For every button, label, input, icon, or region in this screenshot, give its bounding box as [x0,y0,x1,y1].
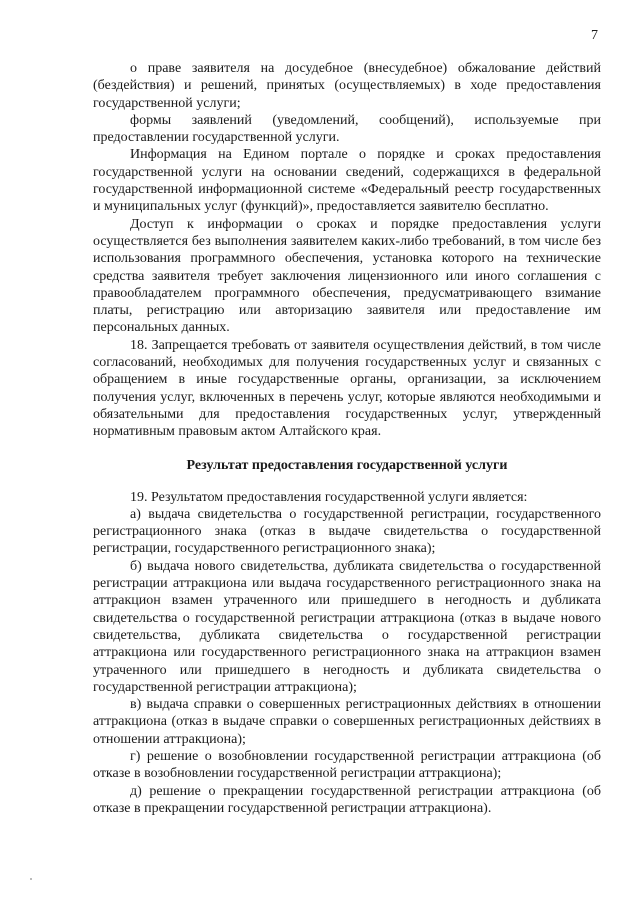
page-number: 7 [591,28,598,43]
paragraph: Информация на Едином портале о порядке и сроках предоставления государственной услуги на основании сведений, содержащихся в федеральной государственной информационной системе «Федеральный реестр государственных и муниципальных услуг (функций)», предоставляется заявителю бесплатно. [93,147,601,215]
paragraph: 18. Запрещается требовать от заявителя осуществления действий, в том числе согласований, необходимых для получения государственных услуг и связанных с обращением в иные государственные органы, организации, за исключением получения услуг, включенных в перечень услуг, которые являются необходимыми и обязательными для предоставления государственных услуг, утвержденный нормативным правовым актом Алтайского края. [93,337,601,440]
scan-speck [30,878,32,880]
paragraph: о праве заявителя на досудебное (внесудебное) обжалование действий (бездействия) и решений, принятых (осуществляемых) в ходе предоставления государственной услуги; [93,61,601,111]
section-heading: Результат предоставления государственной услуги [186,457,508,473]
list-item: б) выдача нового свидетельства, дубликата свидетельства о государственной регистрации аттракциона или выдача государственного регистрационного знака на аттракцион взамен утраченного или пришедшего в негодность и дубликата свидетельства о государственной регистрации аттракциона (отказ в выдаче нового свидетельства, дубликата свидетельства о государственной регистрации аттракциона или государственного регистрационного знака на аттракцион взамен утраченного или пришедшего в негодность и дубликата свидетельства о государственной регистрации аттракциона); [93,558,601,695]
list-item: г) решение о возобновлении государственной регистрации аттракциона (об отказе в возобновлении государственной регистрации аттракциона); [93,748,601,782]
paragraph: формы заявлений (уведомлений, сообщений), используемые при предоставлении государственной услуги. [93,112,601,146]
list-item: а) выдача свидетельства о государственной регистрации, государственного регистрационного знака (отказ в выдаче свидетельства о государственной регистрации, государственного регистрационного знака); [93,506,601,557]
document-body [93,60,601,817]
list-item: д) решение о прекращении государственной регистрации аттракциона (об отказе в прекращении государственной регистрации аттракциона). [93,783,601,816]
paragraph: Доступ к информации о сроках и порядке предоставления услуги осуществляется без выполнения заявителем каких-либо требований, в том числе без использования программного обеспечения, установка которого на технические средства заявителя требует заключения лицензионного или иного соглашения с правообладателем программного обеспечения, предусматривающего взимание платы, регистрацию или авторизацию заявителя или предоставление им персональных данных. [93,216,601,336]
list-item: в) выдача справки о совершенных регистрационных действиях в отношении аттракциона (отказ в выдаче справки о совершенных регистрационных действиях в отношении аттракциона); [93,697,601,747]
paragraph: 19. Результатом предоставления государственной услуги является: [130,489,528,505]
